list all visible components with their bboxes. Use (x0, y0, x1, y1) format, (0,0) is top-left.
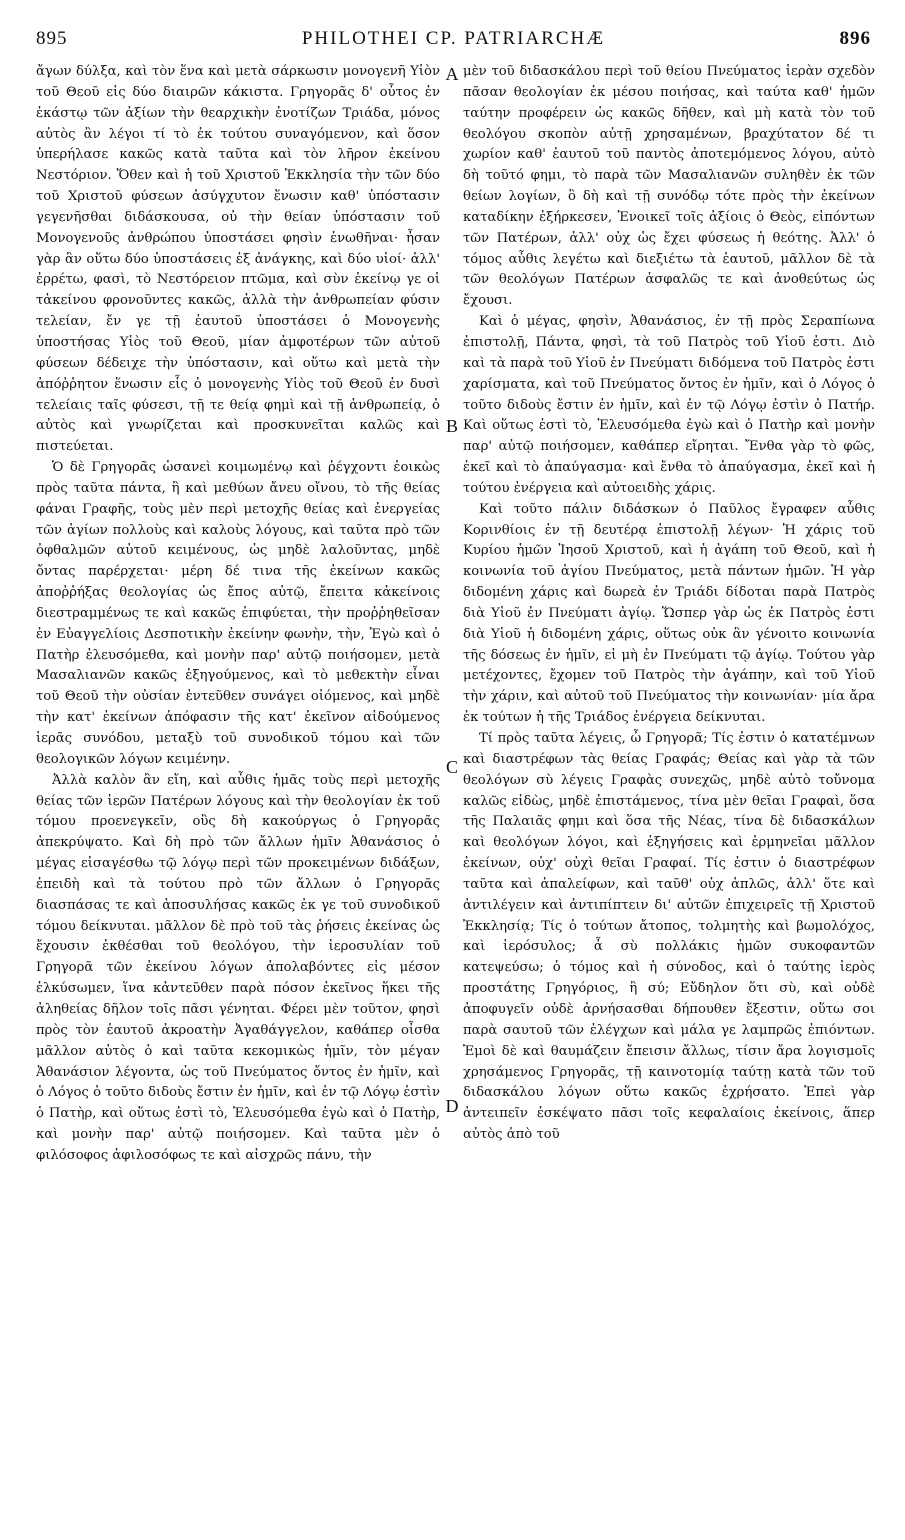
running-header (36, 28, 871, 54)
page-number-left: 895 (36, 28, 68, 49)
right-paragraph-3: Καὶ τοῦτο πάλιν διδάσκων ὁ Παῦλος ἔγραφεν αὖθις Κορινθίοις ἐν τῇ δευτέρᾳ ἐπιστολῇ λέγων· Ἡ χάρις τοῦ Κυρίου ἡμῶν Ἰησοῦ Χριστοῦ, καὶ ἡ ἀγάπη τοῦ Θεοῦ, καὶ ἡ κοινωνία τοῦ ἁγίου Πνεύματος, μετὰ πάντων ἡμῶν. Ἡ γὰρ διδομένη χάρις καὶ δωρεὰ ἐν Τριάδι δίδοται παρὰ Πατρὸς διὰ Υἱοῦ ἐν Πνεύματι ἁγίῳ. Ὥσπερ γὰρ ὡς ἐκ Πατρὸς ἐστι διὰ Υἱοῦ ἡ διδομένη χάρις, οὕτως οὐκ ἂν γένοιτο κοινωνία τῆς δόσεως ἐν ἡμῖν, εἰ μὴ ἐν Πνεύματι τῷ ἁγίῳ. Τούτου γὰρ μετέχοντες, ἔχομεν τοῦ Πατρὸς τὴν ἀγάπην, καὶ τοῦ Υἱοῦ τὴν χάριν, καὶ αὐτοῦ τοῦ Πνεύματος τὴν κοινωνίαν· μία ἄρα ἐκ τούτων ἡ τῆς Τριάδος ἐνέργεια δείκνυται. (463, 501, 875, 726)
right-paragraph-2: Καὶ ὁ μέγας, φησὶν, Ἀθανάσιος, ἐν τῇ πρὸς Σεραπίωνα ἐπιστολῇ, Πάντα, φησὶ, τὰ τοῦ Πατρὸς τοῦ Υἱοῦ ἐστι. Διὸ καὶ τὰ παρὰ τοῦ Υἱοῦ ἐν Πνεύματι διδόμενα τοῦ Πατρὸς ἐστι χαρίσματα, καὶ τοῦ Πνεύματος ὄντος ἐν ἡμῖν, καὶ ὁ Λόγος ὁ τοῦτο διδοὺς ἔστιν ἐν ἡμῖν, καὶ ἐν τῷ Λόγῳ ἐστὶν ὁ Πατήρ. Καὶ οὕτως ἐστὶ τὸ, Ἐλευσόμεθα ἐγὼ καὶ ὁ Πατὴρ καὶ μονὴν παρ' αὐτῷ ποιήσομεν, καθάπερ εἴρηται. Ἔνθα γὰρ τὸ φῶς, ἐκεῖ καὶ τὸ ἀπαύγασμα· καὶ ἔνθα τὸ ἀπαύγασμα, ἐκεῖ καὶ ἡ τούτου ἐνέργεια καὶ αὐτοειδὴς χάρις. (463, 314, 875, 496)
right-paragraph-1: μὲν τοῦ διδασκάλου περὶ τοῦ θείου Πνεύματος ἱερὰν σχεδὸν πᾶσαν θεολογίαν ἐκ μέσου ποιήσας, καὶ ταύτα καθ' ἡμῶν ταύτην προφέρειν ὡς κακῶς δῆθεν, καὶ μὴ κατὰ τὸν τοῦ θεολόγου σκοπὸν αὐτῇ χρησαμένων, βραχύτατον δέ τι χωρίον καθ' ἑαυτοῦ τοῦ παντὸς ἀποτεμόμενος λόγου, αὐτὸ δὴ τοῦτό φημι, τὸ παρὰ τῶν Μασαλιανῶν συληθὲν ἐκ τῶν θείων λογίων, ὃ δὴ καὶ τῇ συνόδῳ τότε πρὸς τὴν ἐκείνων καταδίκην ἐξήρκεσεν, Ἐνοικεῖ τοῖς ἀξίοις ὁ Θεὸς, εἰπόντων τῶν Πατέρων, ἀλλ' οὐχ ὡς ἔχει φύσεως ἡ θεότης. Ἀλλ' ὁ τόμος αὖθις λεγέτω καὶ διεξιέτω τὰ ἑαυτοῦ, μᾶλλον δὲ τὰ τῶν θεολόγων Πατέρων ἀσφαλῶς τε καὶ ἀνοθεύτως ὡς ἔχουσι. (463, 64, 875, 309)
right-column (463, 62, 875, 1532)
margin-marker-d: D (445, 1096, 459, 1116)
margin-marker-c: C (445, 757, 458, 777)
margin-marker-a: A (445, 64, 459, 84)
left-column (36, 62, 440, 1532)
running-title: PHILOTHEI CP. PATRIARCHÆ (301, 28, 606, 49)
right-paragraph-4: Τί πρὸς ταῦτα λέγεις, ὦ Γρηγορᾶ; Τίς ἐστιν ὁ κατατέμνων καὶ διαστρέφων τὰς θείας Γραφάς; Θείας καὶ γὰρ τὰ τῶν θεολόγων σὺ λέγεις Γραφὰς συνεχῶς, μηδὲ αὐτὸ τοὔνομα καλῶς εἰδὼς, μηδὲ ἐπιστάμενος, τίνα μὲν θεῖαι Γραφαὶ, ὅσα τῆς Παλαιᾶς φημι καὶ ὅσα τῆς Νέας, τίνα δὲ διδασκάλων καὶ θεολόγων λόγοι, καὶ ἐξηγήσεις καὶ ἑρμηνεῖαι μᾶλλον ἐκείνων, οὐχ' οὐχὶ θεῖαι Γραφαί. Τίς ἐστιν ὁ διαστρέφων ταῦτα καὶ ἀπαλείφων, καὶ ταῦθ' οὐχ ἁπλῶς, ἀλλ' ὅτε καὶ ἀντιλέγειν καὶ ἀντιπίπτειν δι' αὐτῶν ἐπιχειρεῖς τῇ Χριστοῦ Ἐκκλησίᾳ; Τίς ὁ τούτων ἄτοπος, τολμητὴς καὶ βωμολόχος, καὶ ἱερόσυλος; ἆ σὺ πολλάκις ἡμῶν συκοφαντῶν κατεψεύσω; ὁ τόμος καὶ ἡ σύνοδος, καὶ ὁ ταύτης ἱερὸς προστάτης Γρηγόριος, ἢ σύ; Εὔδηλον ὅτι σὺ, καὶ οὐδὲ ἀποφυγεῖν οὐδὲ ἀρνήσασθαι δήπουθεν ἔξεστιν, οὕτω σοι παρὰ σαυτοῦ τῶν ἐλέγχων καὶ μάλα γε λαμπρῶς ἐπιόντων. Ἐμοὶ δὲ καὶ θαυμάζειν ἔπεισιν ἄλλως, τίσιν ἄρα λογισμοῖς χρησάμενος Γρηγορᾶς, τῇ καινοτομίᾳ ταύτῃ κατὰ τῶν τοῦ διδασκάλου λόγων οὕτω κακῶς ἐχρήσατο. Ἐπεὶ γὰρ ἀντειπεῖν ἐσκέψατο πᾶσι τοῖς κεφαλαίοις ἐκείνοις, ἅπερ αὐτὸς ἀπὸ τοῦ (463, 731, 875, 1143)
page-number-right: 896 (839, 28, 871, 49)
left-paragraph-3: Ἀλλὰ καλὸν ἂν εἴη, καὶ αὖθις ἡμᾶς τοὺς περὶ μετοχῆς θείας τῶν ἱερῶν Πατέρων λόγους καὶ τὴν θεολογίαν ἐκ τοῦ τόμου προενεγκεῖν, οὓς δὴ κακούργως ὁ Γρηγορᾶς ἀπεκρύψατο. Καὶ δὴ πρὸ τῶν ἄλλων ἡμῖν Ἀθανάσιος ὁ μέγας εἰσαγέσθω τῷ λόγῳ περὶ τῶν προκειμένων διδάξων, ἐπειδὴ καὶ τὰ τούτου πρὸ τῶν ἄλλων ὁ Γρηγορᾶς διασπάσας τε καὶ ἀποσυλήσας κακῶς ἐκ γε τοῦ συνοδικοῦ τόμου δείκνυται. μᾶλλον δὲ πρὸ τοῦ τὰς ῥήσεις ἐκείνας ὡς ἔχουσιν ἐκθέσθαι τοῦ θεολόγου, τὴν ἱεροσυλίαν τοῦ Γρηγορᾶ τῶν ἐκείνου λόγων ἀπολαβόντες εἰς μέσον ἑλκύσωμεν, ἵνα κἀντεῦθεν παρὰ πόσον ἐκεῖνος ἥκει τῆς ἀληθείας δῆλον τοῖς πᾶσι γένηται. Φέρει μὲν τοῦτον, φησὶ πρὸς τὸν ἑαυτοῦ ἀκροατὴν Ἀγαθάγγελον, καθάπερ οἶσθα μᾶλλον αὐτὸς ὁ καὶ ταῦτα κεκομικὼς ἡμῖν, τὸν μέγαν Ἀθανάσιον λέγοντα, ὡς τοῦ Πνεύματος ὄντος ἐν ἡμῖν, καὶ ὁ Λόγος ὁ τοῦτο διδοὺς ἔστιν ἐν ἡμῖν, καὶ ἐν τῷ Λόγῳ ἐστὶν ὁ Πατὴρ, καὶ οὕτως ἐστὶ τὸ, Ἐλευσόμεθα ἐγὼ καὶ ὁ Πατὴρ, καὶ μονὴν παρ' αὐτῷ ποιήσομεν. Καὶ ταῦτα μὲν ὁ φιλόσοφος ἀφιλοσόφως τε καὶ αἰσχρῶς πάνυ, τὴν (36, 772, 440, 1163)
left-paragraph-1: ἄγων δύλξα, καὶ τὸν ἕνα καὶ μετὰ σάρκωσιν μονογενῆ Υἱὸν τοῦ Θεοῦ εἰς δύο διαιρῶν κάκιστα. Γρηγορᾶς δ' οὗτος ἐν ἑκάστῳ τῶν ἀξίων τὴν θεαρχικὴν ἐνοτίζων Τριάδα, μόνος αὐτὸς ἂν λέγοι τί τὸ ἐκ τούτου συναγόμενον, καὶ ὅσον ὑπερήλασε κακῶς κατὰ ταῦτα καὶ τὸν λῆρον ἐκείνου Νεστόριον. Ὅθεν καὶ ἡ τοῦ Χριστοῦ Ἐκκλησία τὴν τῶν δύο τοῦ Χριστοῦ φύσεων ἀσύγχυτον ἕνωσιν καθ' ὑπόστασιν γεγενῆσθαι διδάσκουσα, οὐ τὴν θείαν ὑπόστασιν τοῦ Μονογενοῦς ἀνθρώπου ὑποστάσει φησὶν ἑνωθῆναι· ἦσαν γὰρ ἂν οὕτω δύο ὑποστάσεις ἐξ ἀνάγκης, καὶ δύο υἱοί· ἀλλ' ἐρρέτω, φασὶ, τὸ Νεστόρειον πτῶμα, καὶ σὺν ἐκείνῳ γε οἱ τἀκείνου φρονοῦντες κακῶς, ἀλλὰ τὴν ἀνθρωπείαν φύσιν τελείαν, ἔν γε τῇ ἑαυτοῦ ὑποστάσει ὁ Μονογενὴς ὑποστήσας Υἱὸς τοῦ Θεοῦ, μίαν ἀμφοτέρων τῶν αὐτοῦ φύσεων δέδειχε τὴν ὑπόστασιν, καὶ οὕτω καὶ μετὰ τὴν ἀπόῤῥητον ἕνωσιν εἷς ὁ μονογενὴς Υἱὸς τοῦ Θεοῦ ἐν δυσὶ τελείαις ταῖς φύσεσι, τῇ τε θείᾳ φημὶ καὶ τῇ ἀνθρωπείᾳ, ὁ αὐτὸς καὶ γνωρίζεται καὶ προσκυνεῖται καλῶς καὶ πιστεύεται. (36, 64, 440, 455)
margin-marker-b: B (445, 416, 458, 436)
left-paragraph-2: Ὁ δὲ Γρηγορᾶς ὡσανεὶ κοιμωμένῳ καὶ ῥέγχοντι ἐοικὼς πρὸς ταῦτα πάντα, ἢ καὶ μεθύων ἄνευ οἴνου, τὸ τῆς θείας φάναι Γραφῆς, τοὺς μὲν περὶ μετοχῆς θείας καὶ ἐνεργείας τῶν ἁγίων πολλοὺς καὶ καλοὺς λόγους, καὶ ταῦτα πρὸ τῶν ὀφθαλμῶν αὐτοῦ κειμένους, ὡς μηδὲ λαλοῦντας, μηδὲ ὄντας παρέρχεται· μέρη δέ τινα τῆς ἐκείνων κακῶς ἀποῤῥήξας θεολογίας ὡς ἔπος αὐτῷ, ἔπειτα κἀκείνοις διεστραμμένως τε καὶ κακῶς ἐπιφύεται, τὴν προῤῥηθεῖσαν ἐν Εὐαγγελίοις Δεσποτικὴν ἐκείνην φωνὴν, τὴν, Ἐγὼ καὶ ὁ Πατὴρ ἐλευσόμεθα, καὶ μονὴν παρ' αὐτῷ ποιήσομεν, μετὰ Μασαλιανῶν κακῶς ἐξηγούμενος, καὶ τὸ μεθεκτὴν εἶναι τοῦ Θεοῦ τὴν οὐσίαν ἐντεῦθεν συνάγει οἰόμενος, καὶ μηδὲ τὴν κατ' ἐκείνων ἀπόφασιν τῆς κατ' ἐκεῖνον αἰδούμενος ἱερᾶς συνόδου, μεταξὺ τοῦ συνοδικοῦ τόμου καὶ τῶν θεολογικῶν λόγων κειμένην. (36, 460, 440, 767)
